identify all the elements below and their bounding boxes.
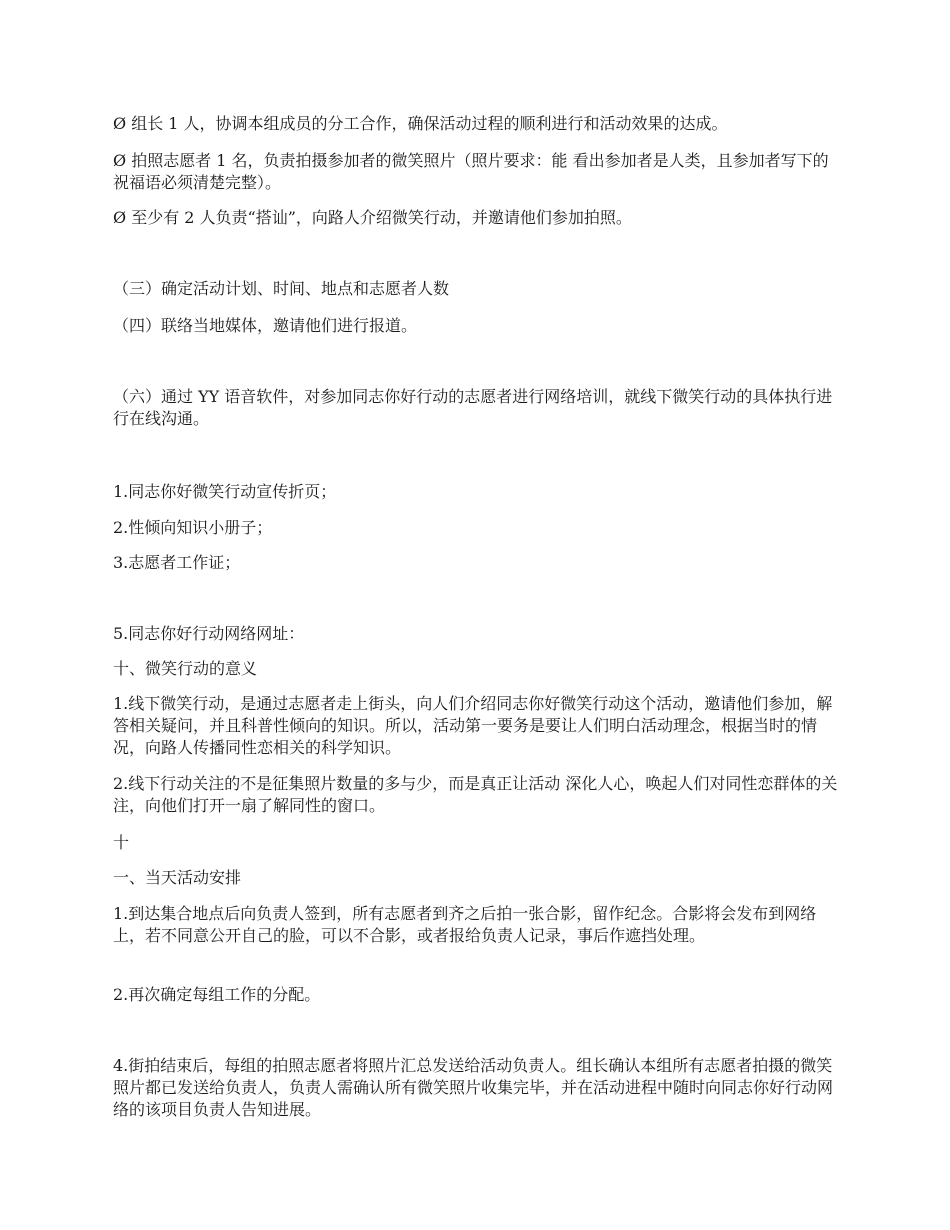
- paragraph-outreach: Ø 至少有 2 人负责“搭讪”，向路人介绍微笑行动，并邀请他们参加拍照。: [113, 208, 632, 227]
- heading-section-11-part-2: 一、当天活动安排: [113, 868, 242, 887]
- paragraph-section-3: （三）确定活动计划、时间、地点和志愿者人数: [113, 279, 450, 298]
- paragraph-photographer: Ø 拍照志愿者 1 名，负责拍摄参加者的微笑照片（照片要求：能 看出参加者是人类，且参加者写下的祝福语必须清楚完整）。: [113, 151, 829, 192]
- paragraph-meaning-2: 2.线下行动关注的不是征集照片数量的多与少，而是真正让活动 深化人心，唤起人们对同性恋群体的关注，向他们打开一扇了解同性的窗口。: [113, 774, 838, 815]
- paragraph-section-6: （六）通过 YY 语音软件，对参加同志你好行动的志愿者进行网络培训，就线下微笑行动的具体执行进行在线沟通。: [113, 387, 833, 428]
- heading-section-11-part-1: 十: [113, 833, 130, 852]
- list-item-5: 5.同志你好行动网络网址：: [113, 624, 305, 643]
- paragraph-day-2: 2.再次确定每组工作的分配。: [113, 985, 321, 1004]
- list-item-1: 1.同志你好微笑行动宣传折页；: [113, 482, 337, 501]
- paragraph-meaning-1: 1.线下微笑行动，是通过志愿者走上街头，向人们介绍同志你好微笑行动这个活动，邀请他们参加，解答相关疑问，并且科普性倾向的知识。所以，活动第一要务是要让人们明白活动理念，根据当时的情况，向路人传播同性恋相关的科学知识。: [113, 694, 833, 757]
- list-item-2: 2.性倾向知识小册子；: [113, 518, 273, 537]
- heading-section-10: 十、微笑行动的意义: [113, 659, 258, 678]
- list-item-3: 3.志愿者工作证；: [113, 553, 241, 572]
- paragraph-day-4: 4.街拍结束后，每组的拍照志愿者将照片汇总发送给活动负责人。组长确认本组所有志愿者拍摄的微笑照片都已发送给负责人，负责人需确认所有微笑照片收集完毕，并在活动进程中随时向同志你好行动网络的该项目负责人告知进展。: [113, 1056, 834, 1119]
- paragraph-day-1: 1.到达集合地点后向负责人签到，所有志愿者到齐之后拍一张合影，留作纪念。合影将会发布到网络上，若不同意公开自己的脸，可以不合影，或者报给负责人记录，事后作遮挡处理。: [113, 904, 817, 945]
- paragraph-team-leader: Ø 组长 1 人，协调本组成员的分工合作，确保活动过程的顺利进行和活动效果的达成。: [113, 114, 728, 133]
- paragraph-section-4: （四）联络当地媒体，邀请他们进行报道。: [113, 316, 418, 335]
